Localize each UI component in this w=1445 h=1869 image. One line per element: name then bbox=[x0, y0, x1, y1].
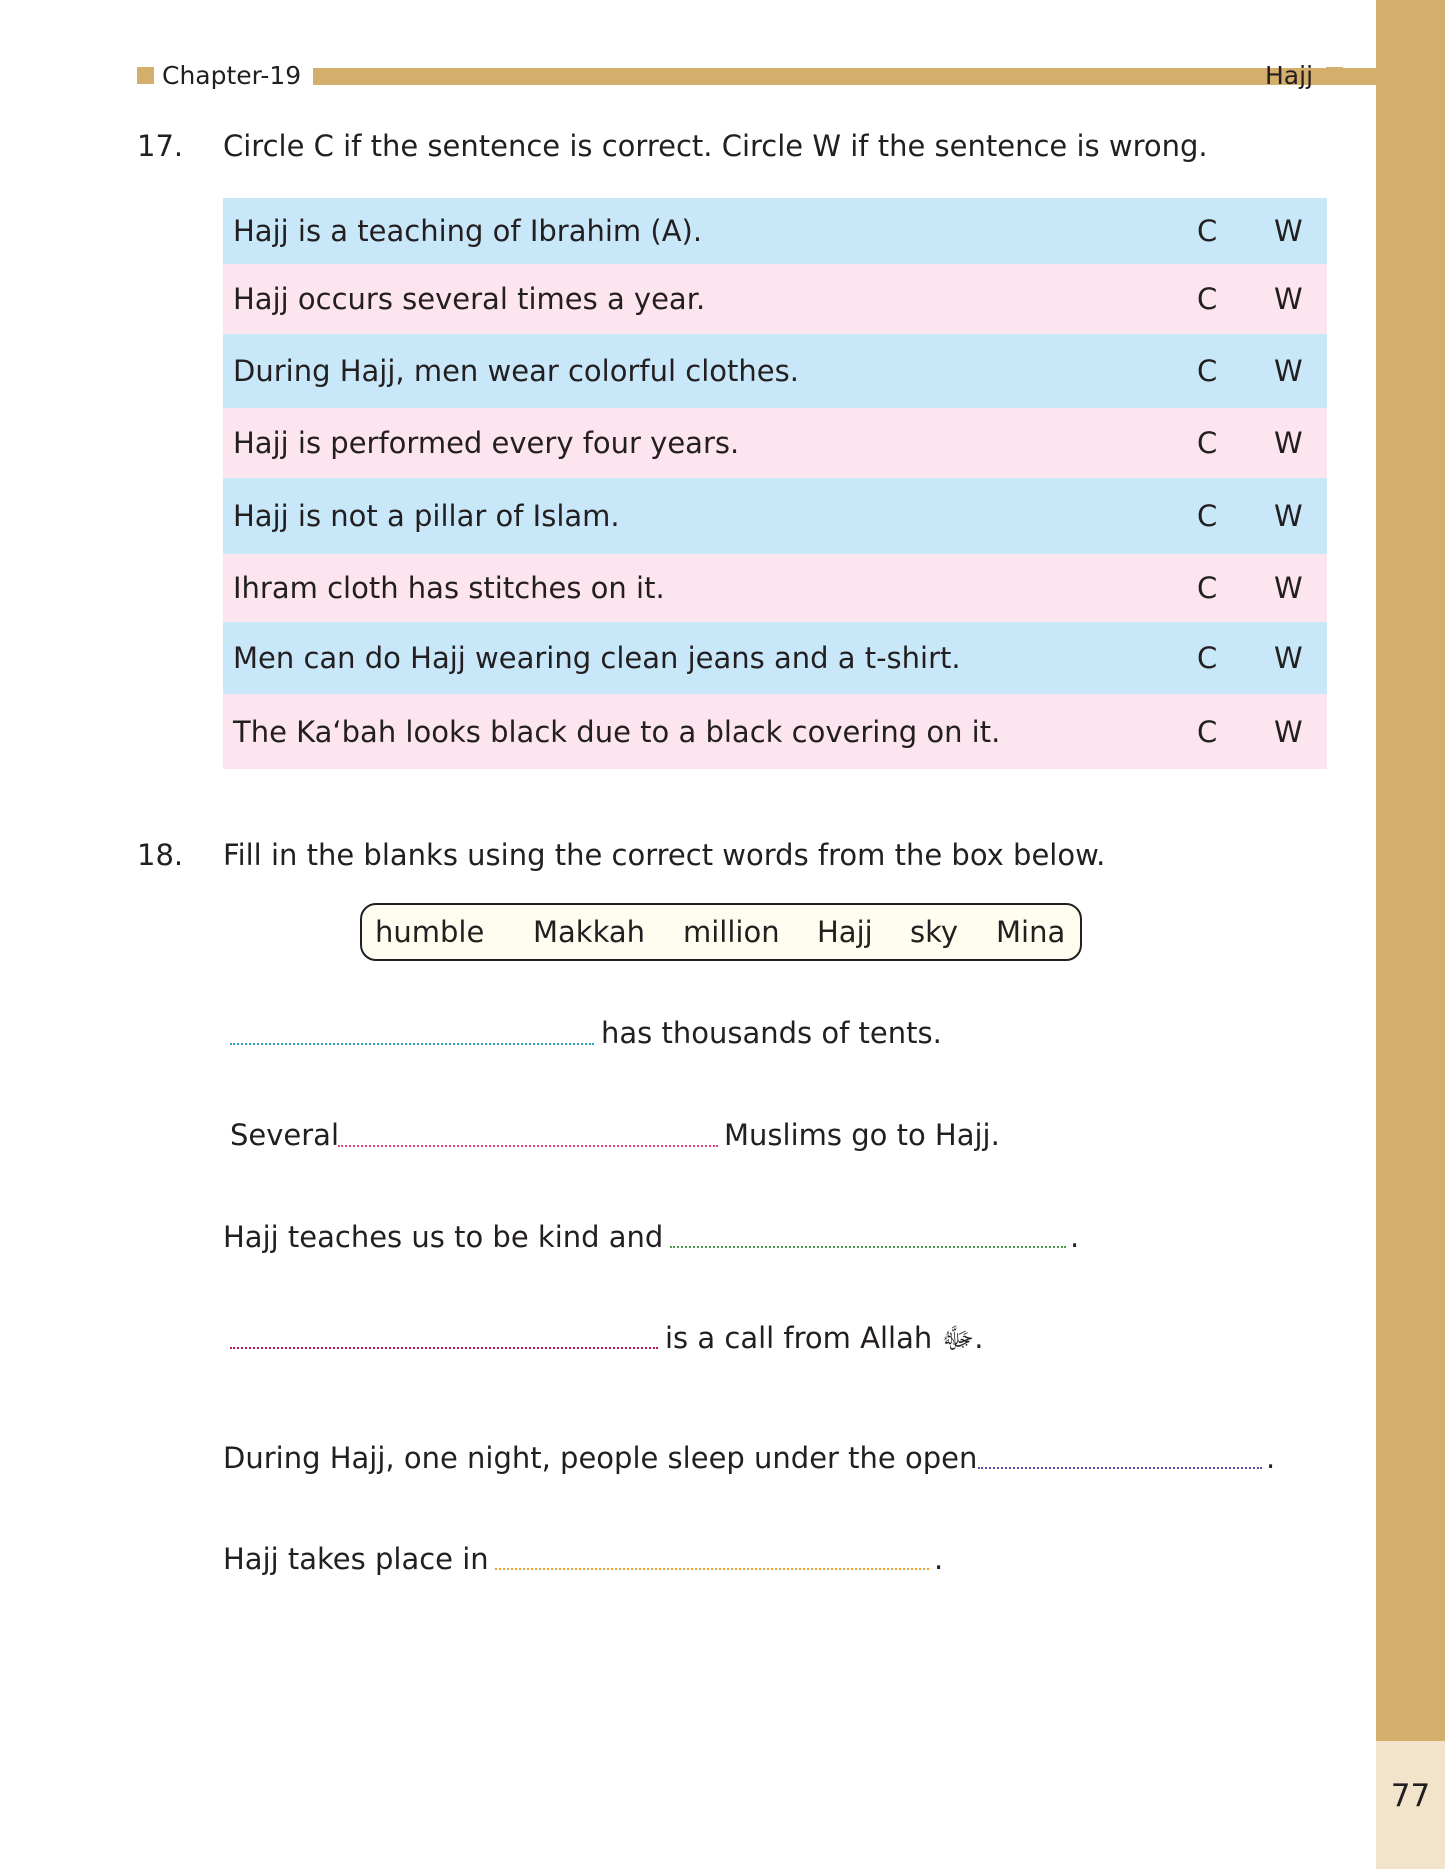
answer-blank-6[interactable] bbox=[495, 1568, 929, 1570]
option-c[interactable]: C bbox=[1197, 354, 1218, 388]
option-w[interactable]: W bbox=[1274, 214, 1303, 248]
tf-row bbox=[223, 694, 1327, 769]
answer-blank-4[interactable] bbox=[230, 1347, 658, 1349]
topic-label: Hajj bbox=[1265, 61, 1314, 90]
option-c[interactable]: C bbox=[1197, 641, 1218, 675]
sentence-2-before: Several bbox=[230, 1118, 340, 1152]
tf-row bbox=[223, 334, 1327, 408]
option-c[interactable]: C bbox=[1197, 214, 1218, 248]
statement: Hajj occurs several times a year. bbox=[233, 282, 706, 316]
question-18-number: 18. bbox=[137, 838, 184, 872]
word-bank-box bbox=[360, 903, 1082, 961]
statement: Hajj is performed every four years. bbox=[233, 426, 740, 460]
sentence-1-after: has thousands of tents. bbox=[601, 1016, 942, 1050]
statement: The Ka‘bah looks black due to a black covering on it. bbox=[233, 714, 1001, 749]
statement: Ihram cloth has stitches on it. bbox=[233, 571, 665, 605]
sentence-6-before: Hajj takes place in bbox=[223, 1542, 489, 1576]
sentence-3-before: Hajj teaches us to be kind and bbox=[223, 1220, 664, 1254]
word-bank-item: sky bbox=[910, 915, 959, 949]
question-18-instruction: Fill in the blanks using the correct words from the box below. bbox=[223, 838, 1106, 872]
tf-row bbox=[223, 622, 1327, 694]
answer-blank-1[interactable] bbox=[230, 1043, 594, 1045]
page-number-box bbox=[1376, 1741, 1445, 1869]
option-c[interactable]: C bbox=[1197, 571, 1218, 605]
header-square-right bbox=[1326, 67, 1343, 84]
statement: Hajj is not a pillar of Islam. bbox=[233, 499, 620, 533]
answer-blank-2[interactable] bbox=[338, 1145, 718, 1147]
statement: Men can do Hajj wearing clean jeans and a t-shirt. bbox=[233, 641, 961, 675]
question-17-instruction: Circle C if the sentence is correct. Circle W if the sentence is wrong. bbox=[223, 129, 1208, 163]
tf-row bbox=[223, 478, 1327, 554]
option-c[interactable]: C bbox=[1197, 426, 1218, 460]
statement: During Hajj, men wear colorful clothes. bbox=[233, 354, 799, 388]
option-c[interactable]: C bbox=[1197, 282, 1218, 316]
tf-row bbox=[223, 408, 1327, 478]
statement: Hajj is a teaching of Ibrahim (A). bbox=[233, 214, 703, 248]
option-w[interactable]: W bbox=[1274, 354, 1303, 388]
header-bar bbox=[313, 68, 1388, 85]
option-c[interactable]: C bbox=[1197, 499, 1218, 533]
page-number: 77 bbox=[1390, 1778, 1431, 1814]
word-bank-item: humble bbox=[375, 915, 485, 949]
option-w[interactable]: W bbox=[1274, 499, 1303, 533]
word-bank-item: Mina bbox=[996, 915, 1066, 949]
sentence-5-after: . bbox=[1266, 1441, 1276, 1475]
option-w[interactable]: W bbox=[1274, 571, 1303, 605]
word-bank-item: million bbox=[683, 915, 780, 949]
sentence-2-after: Muslims go to Hajj. bbox=[724, 1118, 1000, 1152]
true-false-table bbox=[223, 198, 1327, 769]
chapter-label: Chapter-19 bbox=[162, 61, 302, 90]
header-square-left bbox=[137, 67, 154, 84]
side-color-band bbox=[1376, 0, 1445, 1741]
answer-blank-3[interactable] bbox=[670, 1246, 1066, 1248]
option-w[interactable]: W bbox=[1274, 714, 1303, 749]
tf-row bbox=[223, 554, 1327, 622]
option-w[interactable]: W bbox=[1274, 641, 1303, 675]
option-c[interactable]: C bbox=[1197, 714, 1218, 749]
sentence-4-after: is a call from Allah ﷻ. bbox=[665, 1321, 984, 1355]
option-w[interactable]: W bbox=[1274, 282, 1303, 316]
word-bank-item: Makkah bbox=[533, 915, 646, 949]
option-w[interactable]: W bbox=[1274, 426, 1303, 460]
question-17-number: 17. bbox=[137, 129, 184, 163]
answer-blank-5[interactable] bbox=[978, 1467, 1262, 1469]
sentence-3-after: . bbox=[1070, 1220, 1080, 1254]
tf-row bbox=[223, 198, 1327, 264]
chapter-header bbox=[137, 60, 1342, 92]
sentence-6-after: . bbox=[934, 1542, 944, 1576]
tf-row bbox=[223, 264, 1327, 334]
word-bank-item: Hajj bbox=[817, 915, 873, 949]
sentence-5-before: During Hajj, one night, people sleep under the open bbox=[223, 1441, 978, 1475]
